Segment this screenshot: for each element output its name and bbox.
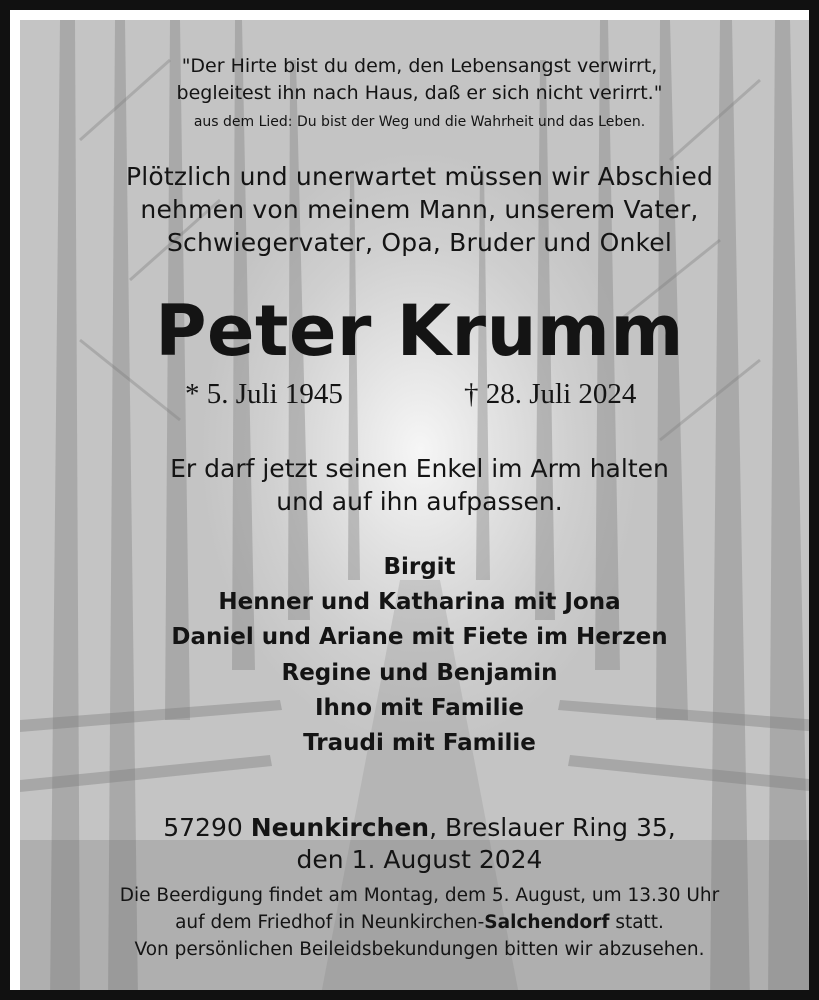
intro-line-3: Schwiegervater, Opa, Bruder und Onkel (166, 228, 673, 257)
verse-line-1: Er darf jetzt seinen Enkel im Arm halten (170, 454, 669, 483)
notice-line-2-post: statt. (609, 912, 664, 933)
deceased-name: Peter Krumm (155, 290, 684, 372)
mourner-6: Traudi mit Familie (303, 730, 536, 756)
mourner-1: Birgit (383, 554, 456, 580)
mourner-2: Henner und Katharina mit Jona (218, 589, 621, 615)
obituary-content (20, 20, 819, 1000)
mourner-3: Daniel und Ariane mit Fiete im Herzen (171, 624, 668, 650)
address-street: , Breslauer Ring 35, (429, 813, 676, 842)
address-date: den 1. August 2024 (296, 845, 543, 874)
birth-date: * 5. Juli 1945 (185, 378, 343, 410)
notice-line-2-pre: auf dem Friedhof in Neunkirchen- (175, 912, 485, 933)
notice-line-1: Die Beerdigung findet am Montag, dem 5. August, um 13.30 Uhr (119, 885, 720, 906)
notice-line-2 (20, 909, 819, 936)
address-zip: 57290 (163, 813, 243, 842)
notice-place: Salchendorf (484, 912, 610, 933)
death-date: † 28. Juli 2024 (464, 378, 637, 410)
verse-line-2: und auf ihn aufpassen. (276, 487, 563, 516)
address-city: Neunkirchen (250, 813, 430, 842)
intro-line-1: Plötzlich und unerwartet müssen wir Abschied (125, 162, 714, 191)
mourner-5: Ihno mit Familie (314, 695, 525, 721)
notice-line-3: Von persönlichen Beileidsbekundungen bitten wir abzusehen. (134, 939, 705, 960)
quote-line-1: "Der Hirte bist du dem, den Lebensangst verwirrt, (181, 55, 658, 77)
intro-line-2: nehmen von meinem Mann, unserem Vater, (140, 195, 699, 224)
quote-source: aus dem Lied: Du bist der Weg und die Wahrheit und das Leben. (193, 114, 646, 130)
quote-line-2: begleitest ihn nach Haus, daß er sich nicht verirrt." (176, 82, 663, 104)
mourner-4: Regine und Benjamin (281, 660, 558, 686)
address-line (20, 812, 819, 844)
